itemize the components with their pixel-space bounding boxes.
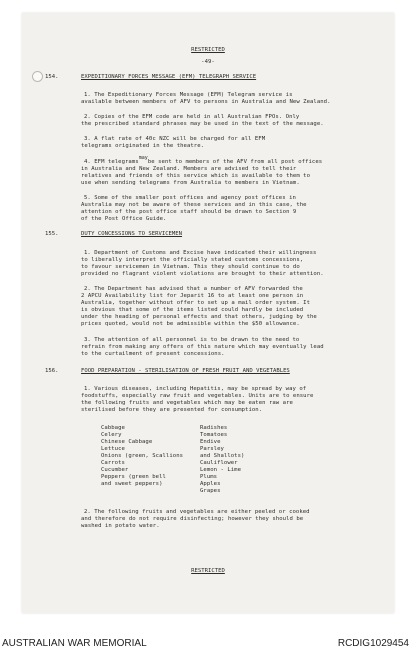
s154-p4-rest: be sent to members of the AFV from all post offices: [147, 159, 323, 165]
s154-p4-line: use when sending telegrams from Australia to members in Vietnam.: [81, 180, 300, 186]
produce-item: Cucumber: [101, 467, 129, 473]
s155-p1-line: provided no flagrant violent violations are brought to their attention.: [81, 271, 324, 277]
s156-p1-line: foodstuffs, especially raw fruit and vegetables. Units are to ensure: [81, 393, 314, 399]
s155-p2-line: Australia, together without offer to set up a mail order system. It: [81, 300, 310, 306]
section-number-155: 155.: [45, 231, 59, 237]
s155-p1-line: to liberally interpret the officially stated customs concessions,: [81, 257, 304, 263]
punch-hole: [32, 71, 43, 82]
produce-item: Cabbage: [101, 425, 125, 431]
produce-item: Parsley: [200, 446, 224, 452]
archive-name: AUSTRALIAN WAR MEMORIAL: [2, 638, 147, 649]
archive-footer: [0, 632, 413, 654]
s155-p2-line: 2 APCU Availability list for Jeparit 16 to at least one person in: [81, 293, 304, 299]
produce-item: Carrots: [101, 460, 125, 466]
s155-p3-line: to the curtailment of present concessions.: [81, 351, 225, 357]
section-title-156: FOOD PREPARATION - STERILISATION OF FRESH FRUIT AND VEGETABLES: [81, 368, 290, 374]
s154-p1-line: 1. The Expeditionary Forces Message (EFM) Telegram service is: [84, 92, 293, 98]
s155-p2-line: is obvious that some of the items listed could hardly be included: [81, 307, 304, 313]
s155-p2-line: 2. The Department has advised that a number of AFV forwarded the: [84, 286, 303, 292]
produce-item: Endive: [200, 439, 221, 445]
produce-item: Peppers (green bell: [101, 474, 166, 480]
section-title-155: DUTY CONCESSIONS TO SERVICEMEN: [81, 231, 183, 237]
s154-p5-line: 5. Some of the smaller post offices and agency post offices in: [84, 195, 296, 201]
s155-p2-line: under the heading of personal effects and that others, judging by the: [81, 314, 317, 320]
s154-p4-lead: 4. EFM telegrams: [84, 159, 139, 165]
produce-item: Radishes: [200, 425, 228, 431]
s155-p3-line: 3. The attention of all personnel is to be drawn to the need to: [84, 337, 300, 343]
s154-p4-line: relatives and friends of this service which is available to them to: [81, 173, 310, 179]
produce-item: Cauliflower: [200, 460, 238, 466]
s154-p5-line: attention of the post office staff should be drawn to Section 9: [81, 209, 297, 215]
s155-p1-line: to favour servicemen in Vietnam. This they should continue to do: [81, 264, 300, 270]
s155-p1-line: 1. Department of Customs and Excise have indicated their willingness: [84, 250, 317, 256]
s154-p1-line: available between members of AFV to persons in Australia and New Zealand.: [81, 99, 331, 105]
s154-p2-line: 2. Copies of the EFM code are held in all Australian FPOs. Only: [84, 114, 300, 120]
classification-header: RESTRICTED: [191, 47, 225, 53]
produce-item: Lemon - Lime: [200, 467, 242, 473]
s156-p1-line: sterilised before they are presented for consumption.: [81, 407, 263, 413]
s154-p4-line: [84, 155, 323, 166]
produce-item: Celery: [101, 432, 122, 438]
section-number-154: 154.: [45, 74, 59, 80]
section-number-156: 156.: [45, 368, 59, 374]
s156-p2-line: washed in potato water.: [81, 523, 160, 529]
produce-item: and Shallots): [200, 453, 245, 459]
page-number: -49-: [201, 59, 215, 65]
produce-item: Apples: [200, 481, 221, 487]
s154-p5-line: Australia may not be aware of these services and in this case, the: [81, 202, 307, 208]
s156-p1-line: 1. Various diseases, including Hepatitis, may be spread by way of: [84, 386, 307, 392]
s154-p4-line: in Australia and New Zealand. Members are advised to tell their: [81, 166, 297, 172]
s156-p2-line: 2. The following fruits and vegetables are either peeled or cooked: [84, 509, 310, 515]
produce-item: Onions (green, Scallions: [101, 453, 184, 459]
produce-item: Chinese Cabbage: [101, 439, 153, 445]
document-page: [22, 13, 394, 613]
section-title-154: EXPEDITIONARY FORCES MESSAGE (EFM) TELEGRAPH SERVICE: [81, 74, 257, 80]
s154-p5-line: of the Post Office Guide.: [81, 216, 167, 222]
s156-p1-line: the following fruits and vegetables which may be eaten raw are: [81, 400, 293, 406]
produce-item: Tomatoes: [200, 432, 228, 438]
s155-p3-line: refrain from making any offers of this nature which may eventually lead: [81, 344, 324, 350]
s154-p3-line: telegrams originated in the theatre.: [81, 143, 205, 149]
s154-p4-insert: may: [138, 155, 148, 161]
produce-item: Plums: [200, 474, 218, 480]
s154-p2-line: the prescribed standard phrases may be used in the text of the message.: [81, 121, 324, 127]
classification-footer: RESTRICTED: [191, 568, 225, 574]
produce-item: Grapes: [200, 488, 221, 494]
produce-item: Lettuce: [101, 446, 125, 452]
s154-p3-line: 3. A flat rate of 40c NZC will be charged for all EFM: [84, 136, 266, 142]
s156-p2-line: and therefore do not require disinfecting; however they should be: [81, 516, 304, 522]
produce-item: and sweet peppers): [101, 481, 163, 487]
s155-p2-line: prices quoted, would not be admissible within the $50 allowance.: [81, 321, 300, 327]
archive-reference: RCDIG1029454: [337, 638, 409, 649]
